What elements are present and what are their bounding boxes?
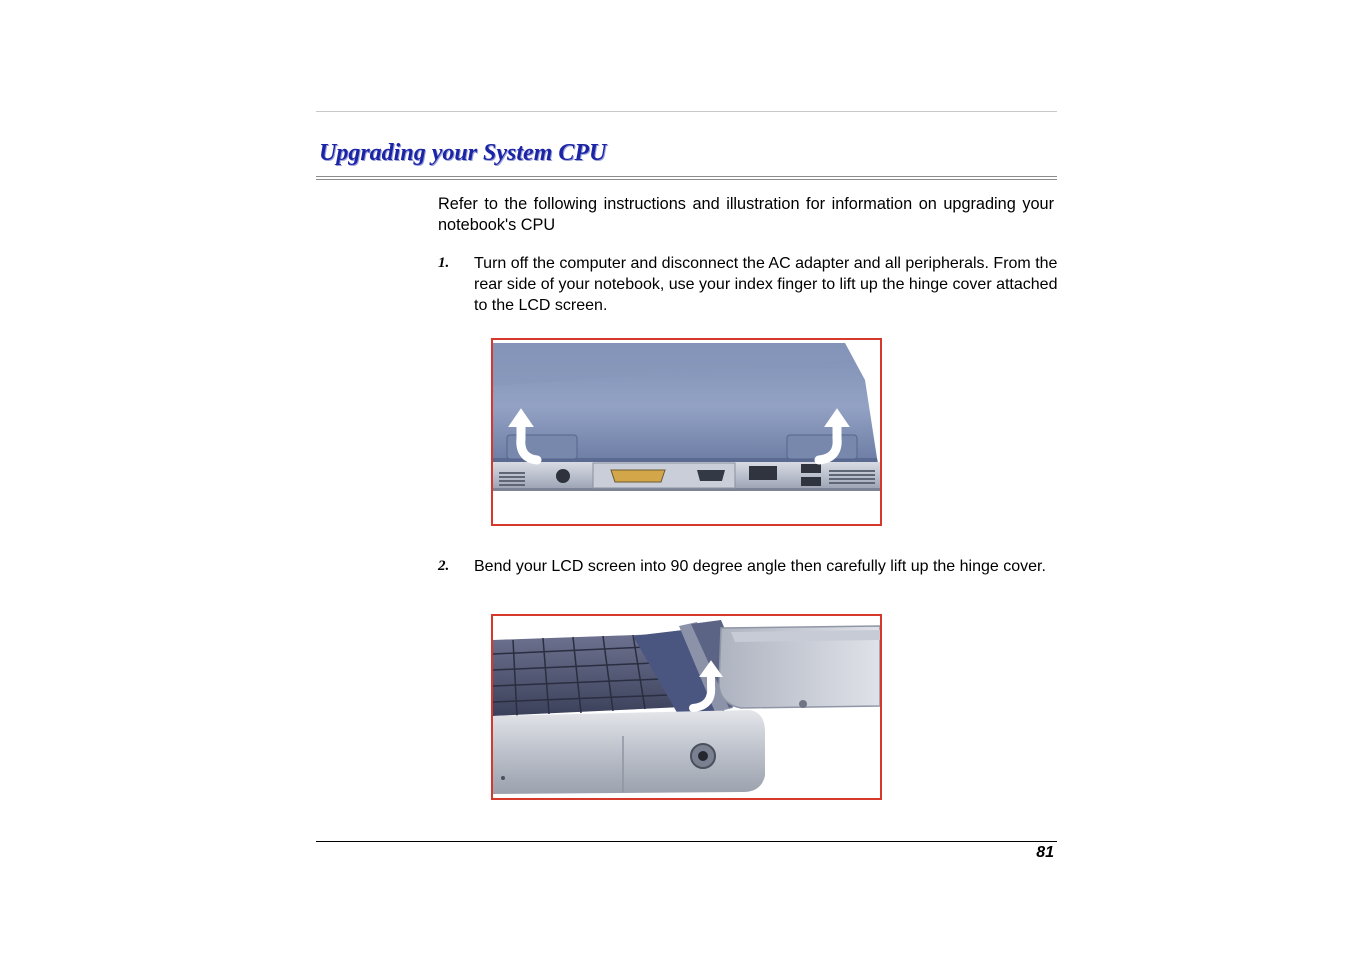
figure-side-hinge: [491, 614, 882, 800]
step-number: 2.: [438, 558, 450, 574]
title-rule-upper: [316, 176, 1057, 177]
page-number: 81: [1036, 844, 1054, 861]
title-rule-lower: [316, 179, 1057, 180]
footer-rule: [316, 841, 1057, 842]
header-rule: [316, 111, 1057, 112]
notebook-side-photo: [493, 616, 880, 798]
step-text: Turn off the computer and disconnect the AC adapter and all peripherals. From the rear side of your notebook, use your index finger to lift up the hinge cover attached to the LCD screen.: [474, 255, 1058, 314]
figure-rear-hinge: [491, 338, 882, 526]
intro-paragraph: Refer to the following instructions and illustration for information on upgrading your notebook's CPU: [438, 195, 1054, 234]
step-text: Bend your LCD screen into 90 degree angle then carefully lift up the hinge cover.: [474, 558, 1046, 575]
step-number: 1.: [438, 255, 450, 271]
notebook-rear-photo: [493, 340, 880, 524]
page-title: Upgrading your System CPU: [319, 140, 607, 166]
